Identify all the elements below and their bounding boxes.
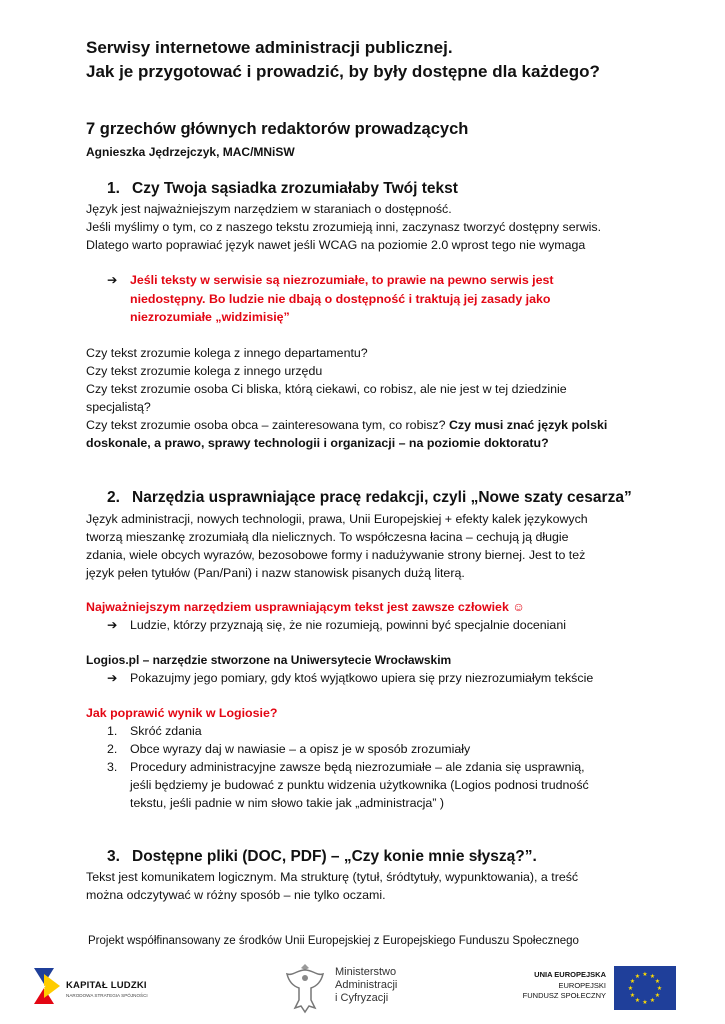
section-number: 2. <box>107 489 120 506</box>
eu-logo <box>522 966 692 1016</box>
paragraph: Jeśli myślimy o tym, co z naszego tekstu zrozumieją inni, zaczynasz tworzyć dostępny serwis. <box>86 220 602 234</box>
document-title <box>86 36 696 84</box>
eagle-emblem-icon <box>283 960 327 1014</box>
section-1-heading <box>107 178 458 200</box>
svg-text:★: ★ <box>40 983 47 991</box>
ministry-name <box>335 966 397 1005</box>
ministry-name-line: Administracji <box>335 979 398 991</box>
eu-text-line: UNIA EUROPEJSKA <box>534 970 606 979</box>
list-item: Procedury administracyjne zawsze będą niezrozumiałe – ale zdania się usprawnią, <box>130 760 585 774</box>
question: Czy tekst zrozumie kolega z innego urzędu <box>86 364 323 378</box>
question: specjalistą? <box>86 400 151 414</box>
bullet-text: Ludzie, którzy przyznają się, że nie rozumieją, powinni być specjalnie doceniani <box>130 618 566 632</box>
section-number: 1. <box>107 180 120 197</box>
ministry-logo <box>283 960 423 1018</box>
question-text: Czy tekst zrozumie osoba obca – zainteresowana tym, co robisz? <box>86 418 449 432</box>
paragraph: Tekst jest komunikatem logicznym. Ma strukturę (tytuł, śródtytuły, wypunktowania), a treść <box>86 870 579 884</box>
logios-heading: Logios.pl – narzędzie stworzone na Uniwersytecie Wrocławskim <box>86 653 452 667</box>
list-item-continued: tekstu, jeśli padnie w nim słowo takie jak „administracja” ) <box>130 796 445 810</box>
list-item: Skróć zdania <box>130 724 202 738</box>
svg-text:★: ★ <box>654 978 661 985</box>
arrow-bullet-icon: ➔ <box>107 671 118 685</box>
svg-text:★: ★ <box>634 997 641 1004</box>
eu-text <box>522 970 606 1002</box>
section-title: Narzędzia usprawniające pracę redakcji, czyli „Nowe szaty cesarza” <box>132 489 632 506</box>
svg-text:★: ★ <box>649 997 656 1004</box>
svg-text:★: ★ <box>634 973 641 980</box>
paragraph: zdania, wiele obcych wyrazów, bezosobowe formy i nadużywanie strony biernej. Jest to też <box>86 548 586 562</box>
title-line-1: Serwisy internetowe administracji publicznej. <box>86 38 453 57</box>
svg-text:★: ★ <box>656 985 663 992</box>
paragraph: tworzą mieszankę zrozumiałą dla nielicznych. To współczesna łacina – cechują ją długie <box>86 530 569 544</box>
highlight-line: Jeśli teksty w serwisie są niezrozumiałe, to prawie na pewno serwis jest <box>130 273 554 287</box>
paragraph: Język administracji, nowych technologii, prawa, Unii Europejskiej + efekty kalek językowych <box>86 512 588 526</box>
section-2-heading <box>107 487 632 509</box>
paragraph: język pełen tytułów (Pan/Pani) i nazw stanowisk pisanych dużą literą. <box>86 566 465 580</box>
footer-text: Projekt współfinansowany ze środków Unii Europejskiej z Europejskiego Funduszu Społecznego <box>88 935 579 947</box>
question: Czy tekst zrozumie osoba Ci bliska, którą ciekawi, co robisz, ale nie jest w tej dziedzinie <box>86 382 567 396</box>
svg-text:★: ★ <box>629 992 636 999</box>
question <box>86 416 686 435</box>
list-number: 1. <box>107 724 118 738</box>
paragraph: Dlatego warto poprawiać język nawet jeśli WCAG na poziomie 2.0 wprost tego nie wymaga <box>86 238 586 252</box>
svg-text:★: ★ <box>627 985 634 992</box>
ministry-name-line: Ministerstwo <box>335 966 397 978</box>
title-line-2: Jak je przygotować i prowadzić, by były dostępne dla każdego? <box>86 62 600 81</box>
svg-text:★: ★ <box>649 973 656 980</box>
eu-text-line: EUROPEJSKI <box>558 980 606 990</box>
highlight-line: Najważniejszym narzędziem usprawniającym tekst jest zawsze człowiek ☺ <box>86 600 525 614</box>
list-number: 2. <box>107 742 118 756</box>
subtitle: 7 grzechów głównych redaktorów prowadzących <box>86 120 469 138</box>
paragraph: Język jest najważniejszym narzędziem w staraniach o dostępność. <box>86 202 452 216</box>
eu-flag-icon <box>614 966 676 1010</box>
kapital-ludzki-name: KAPITAŁ LUDZKI <box>66 980 147 991</box>
list-item: Obce wyrazy daj w nawiasie – a opisz je w sposób zrozumiały <box>130 742 471 756</box>
section-number: 3. <box>107 848 120 865</box>
arrow-bullet-icon: ➔ <box>107 273 118 287</box>
author: Agnieszka Jędrzejczyk, MAC/MNiSW <box>86 145 295 159</box>
ministry-name-line: i Cyfryzacji <box>335 992 389 1004</box>
kapital-ludzki-logo <box>34 968 179 1008</box>
question: Czy tekst zrozumie kolega z innego departamentu? <box>86 346 368 360</box>
svg-text:★: ★ <box>642 999 648 1006</box>
arrow-bullet-icon: ➔ <box>107 618 118 632</box>
kapital-ludzki-emblem-icon <box>34 968 60 1004</box>
svg-text:★: ★ <box>642 971 648 978</box>
bullet-text: Pokazujmy jego pomiary, gdy ktoś wyjątkowo upiera się przy niezrozumiałym tekście <box>130 671 594 685</box>
improve-heading: Jak poprawić wynik w Logiosie? <box>86 706 278 720</box>
section-title: Czy Twoja sąsiadka zrozumiałaby Twój tekst <box>132 180 458 197</box>
svg-text:★: ★ <box>629 978 636 985</box>
kapital-ludzki-subtitle: NARODOWA STRATEGIA SPÓJNOŚCI <box>66 993 148 998</box>
section-title: Dostępne pliki (DOC, PDF) – „Czy konie mnie słyszą?”. <box>132 848 537 865</box>
eu-text-line: FUNDUSZ SPOŁECZNY <box>522 991 606 1000</box>
list-number: 3. <box>107 760 118 774</box>
question-bold: doskonale, a prawo, sprawy technologii i organizacji – na poziomie doktoratu? <box>86 436 549 450</box>
svg-text:★: ★ <box>654 992 661 999</box>
paragraph: można odczytywać w różny sposób – nie tylko oczami. <box>86 888 386 902</box>
list-item-continued: jeśli będziemy je budować z punktu widzenia użytkownika (Logios podnosi trudność <box>130 778 589 792</box>
highlight-line: niedostępny. Bo ludzie nie dbają o dostępność i traktują jej zasady jako <box>130 292 551 306</box>
question-bold: Czy musi znać język polski <box>448 418 608 432</box>
highlight-line: niezrozumiałe „widzimisię” <box>130 310 290 324</box>
section-3-heading <box>107 846 537 868</box>
